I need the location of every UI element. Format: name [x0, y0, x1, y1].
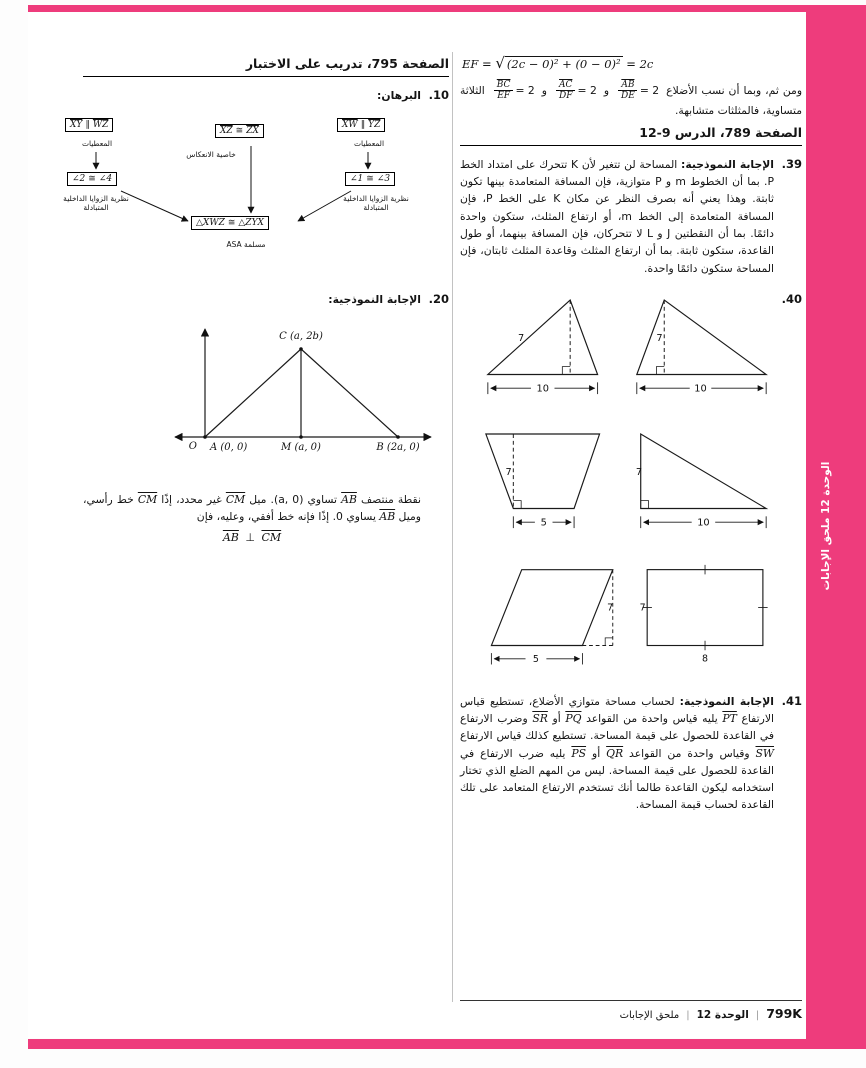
item-number-40: .40	[781, 291, 802, 306]
proof-box-triangle-congruence: △XWZ ≅ △ZYX	[191, 216, 269, 230]
proof-label-asa: مسلمة ASA	[226, 240, 266, 250]
point-c	[299, 347, 303, 351]
answer-item-39	[460, 156, 802, 277]
footer-page-number: 799K	[766, 1006, 802, 1021]
proof-box-angle2-congruent-angle4: ∠2 ≅ ∠4	[67, 172, 117, 186]
radical-sign-icon: √	[495, 54, 505, 72]
height-label: 7	[607, 602, 614, 614]
figure-row-2	[460, 425, 774, 543]
segment-ac	[205, 349, 301, 437]
answer-item-20	[83, 291, 449, 544]
page-footer	[460, 1000, 802, 1021]
proof-box-xz-congruent-zx: $\overline{XZ}$ ≅ $\overline{ZX}$	[215, 124, 264, 138]
segment-cb	[301, 349, 398, 437]
answer-appendix-tab-label: الوحدة 12 ملحق الإجابات	[820, 461, 832, 591]
label-o: O	[188, 440, 197, 452]
page-content	[28, 12, 806, 1038]
similarity-ratios-text	[460, 80, 802, 119]
item-20-title: الإجابة النموذجية:	[328, 293, 421, 307]
item-20-conclusion: $\overline{AB}$ ⊥ $\overline{CM}$	[222, 531, 282, 545]
proof-box-xw-parallel-yz: $\overline{XW}$ ∥ $\overline{YZ}$	[337, 118, 385, 132]
answer-item-41	[460, 693, 802, 814]
label-c: C (a, 2b)	[279, 330, 323, 342]
figure-row-3	[460, 559, 774, 677]
point-a	[203, 435, 207, 439]
figure-parallelogram	[480, 559, 632, 677]
point-m	[299, 435, 303, 439]
equation-radicand: (2c − 0)² + (0 − 0)²	[506, 57, 621, 71]
base-label: 10	[694, 383, 707, 395]
ratio-ac-df: $\frac{\overline{AC}}{DF}$ = 2	[554, 80, 597, 102]
item-10-title: البرهان:	[377, 89, 421, 102]
height-label: 7	[635, 466, 643, 478]
item-number-39: .39	[781, 156, 802, 171]
base-label: 8	[701, 653, 708, 665]
footer-unit: الوحدة 12	[696, 1009, 749, 1021]
distance-formula-equation	[462, 54, 802, 72]
item-20-text: نقطة منتصف AB تساوي (a, 0). ميل CM غير محدد، إذًا CM خط رأسي، وميل AB يساوي 0. إذًا فإنه خط أفقي، وعليه، فإن	[83, 492, 421, 523]
section-header-page-795: الصفحة 795، تدريب على الاختبار	[83, 56, 449, 77]
proof-label-alt-interior-left: نظرية الزوايا الداخلية المتبادلة	[63, 194, 129, 213]
equation-result: 2c	[639, 57, 654, 71]
left-column	[63, 56, 449, 558]
coordinate-proof-graph	[163, 315, 443, 480]
coordinate-graph-wrap	[163, 315, 421, 483]
footer-separator: |	[755, 1010, 760, 1021]
footer-section: ملحق الإجابات	[619, 1010, 680, 1021]
equation-lhs: EF	[462, 57, 479, 71]
ratios-outro: الثلاثة متساوية، فالمثلثات متشابهة.	[460, 83, 802, 117]
equals-sign: =	[482, 57, 492, 71]
base-label: 5	[540, 517, 547, 529]
flow-proof-diagram	[55, 110, 421, 275]
base-label: 5	[532, 653, 539, 665]
ratio-bc-ef: $\frac{\overline{BC}}{EF}$ = 2	[492, 80, 535, 102]
proof-box-xy-parallel-wz: $\overline{XY}$ ∥ $\overline{WZ}$	[65, 118, 113, 132]
equals-sign: =	[626, 57, 636, 71]
label-a: A (0, 0)	[210, 441, 248, 453]
section-header-page-789: الصفحة 789، الدرس 9-12	[460, 125, 802, 146]
figure-triangle-2	[480, 291, 627, 409]
height-label: 7	[656, 332, 663, 344]
ratios-intro: ومن ثم، وبما أن نسب الأضلاع	[666, 83, 803, 97]
item-41-text: الإجابة النموذجية: لحساب مساحة متوازي الأضلاع، تستطيع قياس الارتفاع PT يليه قياس واحدة من القواعد PQ أو SR وضرب الارتفاع في القاعدة للحصول على قيمة المساحة. تستطيع كذلك قياس الارتفاع SW وقياس واحدة من القواعد QR أو PS يليه ضرب الارتفاع في القاعدة للحصول على قيمة المساحة. ليس من المهم الضلع الذي تختار استخدامه ليكون القاعدة طالما أنك تستخدم الارتفاع المتعامد على تلك القاعدة لحساب قيمة المساحة.	[460, 694, 775, 812]
proof-box-angle1-congruent-angle3: ∠1 ≅ ∠3	[345, 172, 395, 186]
item-number-10: .10	[428, 88, 449, 102]
proof-label-given-left: المعطيات	[81, 139, 113, 149]
base-label: 10	[697, 517, 710, 529]
base-label: 10	[536, 383, 549, 395]
column-divider	[452, 52, 453, 1002]
right-column	[460, 52, 802, 828]
point-b	[396, 435, 400, 439]
item-number-41: .41	[781, 693, 802, 708]
figure-triangle-dashed-altitude	[627, 291, 774, 409]
height-label: 7	[518, 332, 525, 344]
ratio-ab-de: $\frac{\overline{AB}}{DE}$ = 2	[616, 80, 659, 102]
answer-item-40	[460, 291, 802, 677]
height-label: 7	[505, 466, 512, 478]
page-edge-bottom-bar	[28, 1039, 866, 1049]
figure-rectangle	[632, 559, 774, 677]
footer-separator: |	[686, 1010, 690, 1021]
item-number-20: .20	[428, 292, 449, 307]
figure-trapezoid	[480, 425, 627, 543]
item-39-text: الإجابة النموذجية: المساحة لن تتغير لأن K تتحرك على امتداد الخط P. بما أن الخطوط m و P متوازية، فإن المسافة المتعامدة بينها تكون ثابتة. وهذا يعني أنه بصرف النظر عن مكان K على الخط P، فإن المسافة المتعامدة إلى الخط m، أو ارتفاع المثلث، ستكون واحدة دائمًا. بما أن النقطتين J و L لا تتحركان، فإن المسافة بينهما، أو طول القاعدة، ستكون ثابتة. بما أن ارتفاع المثلث وقاعدة المثلث ثابتان، فإن المساحة ستكون دائمًا واحدة.	[460, 157, 774, 275]
label-m: M (a, 0)	[281, 441, 321, 453]
proof-label-reflexive: خاصية الانعكاس	[186, 150, 236, 160]
conjunction: و	[541, 83, 548, 97]
conjunction: و	[603, 83, 610, 97]
page-edge-top-bar	[28, 5, 866, 12]
proof-label-alt-interior-right: نظرية الزوايا الداخلية المتبادلة	[343, 194, 409, 213]
figure-row-1	[460, 291, 774, 409]
proof-label-given-right: المعطيات	[353, 139, 385, 149]
figure-right-triangle	[627, 425, 774, 543]
answer-item-10	[63, 87, 449, 275]
label-b: B (2a, 0)	[376, 441, 420, 453]
height-label: 7	[639, 602, 646, 614]
